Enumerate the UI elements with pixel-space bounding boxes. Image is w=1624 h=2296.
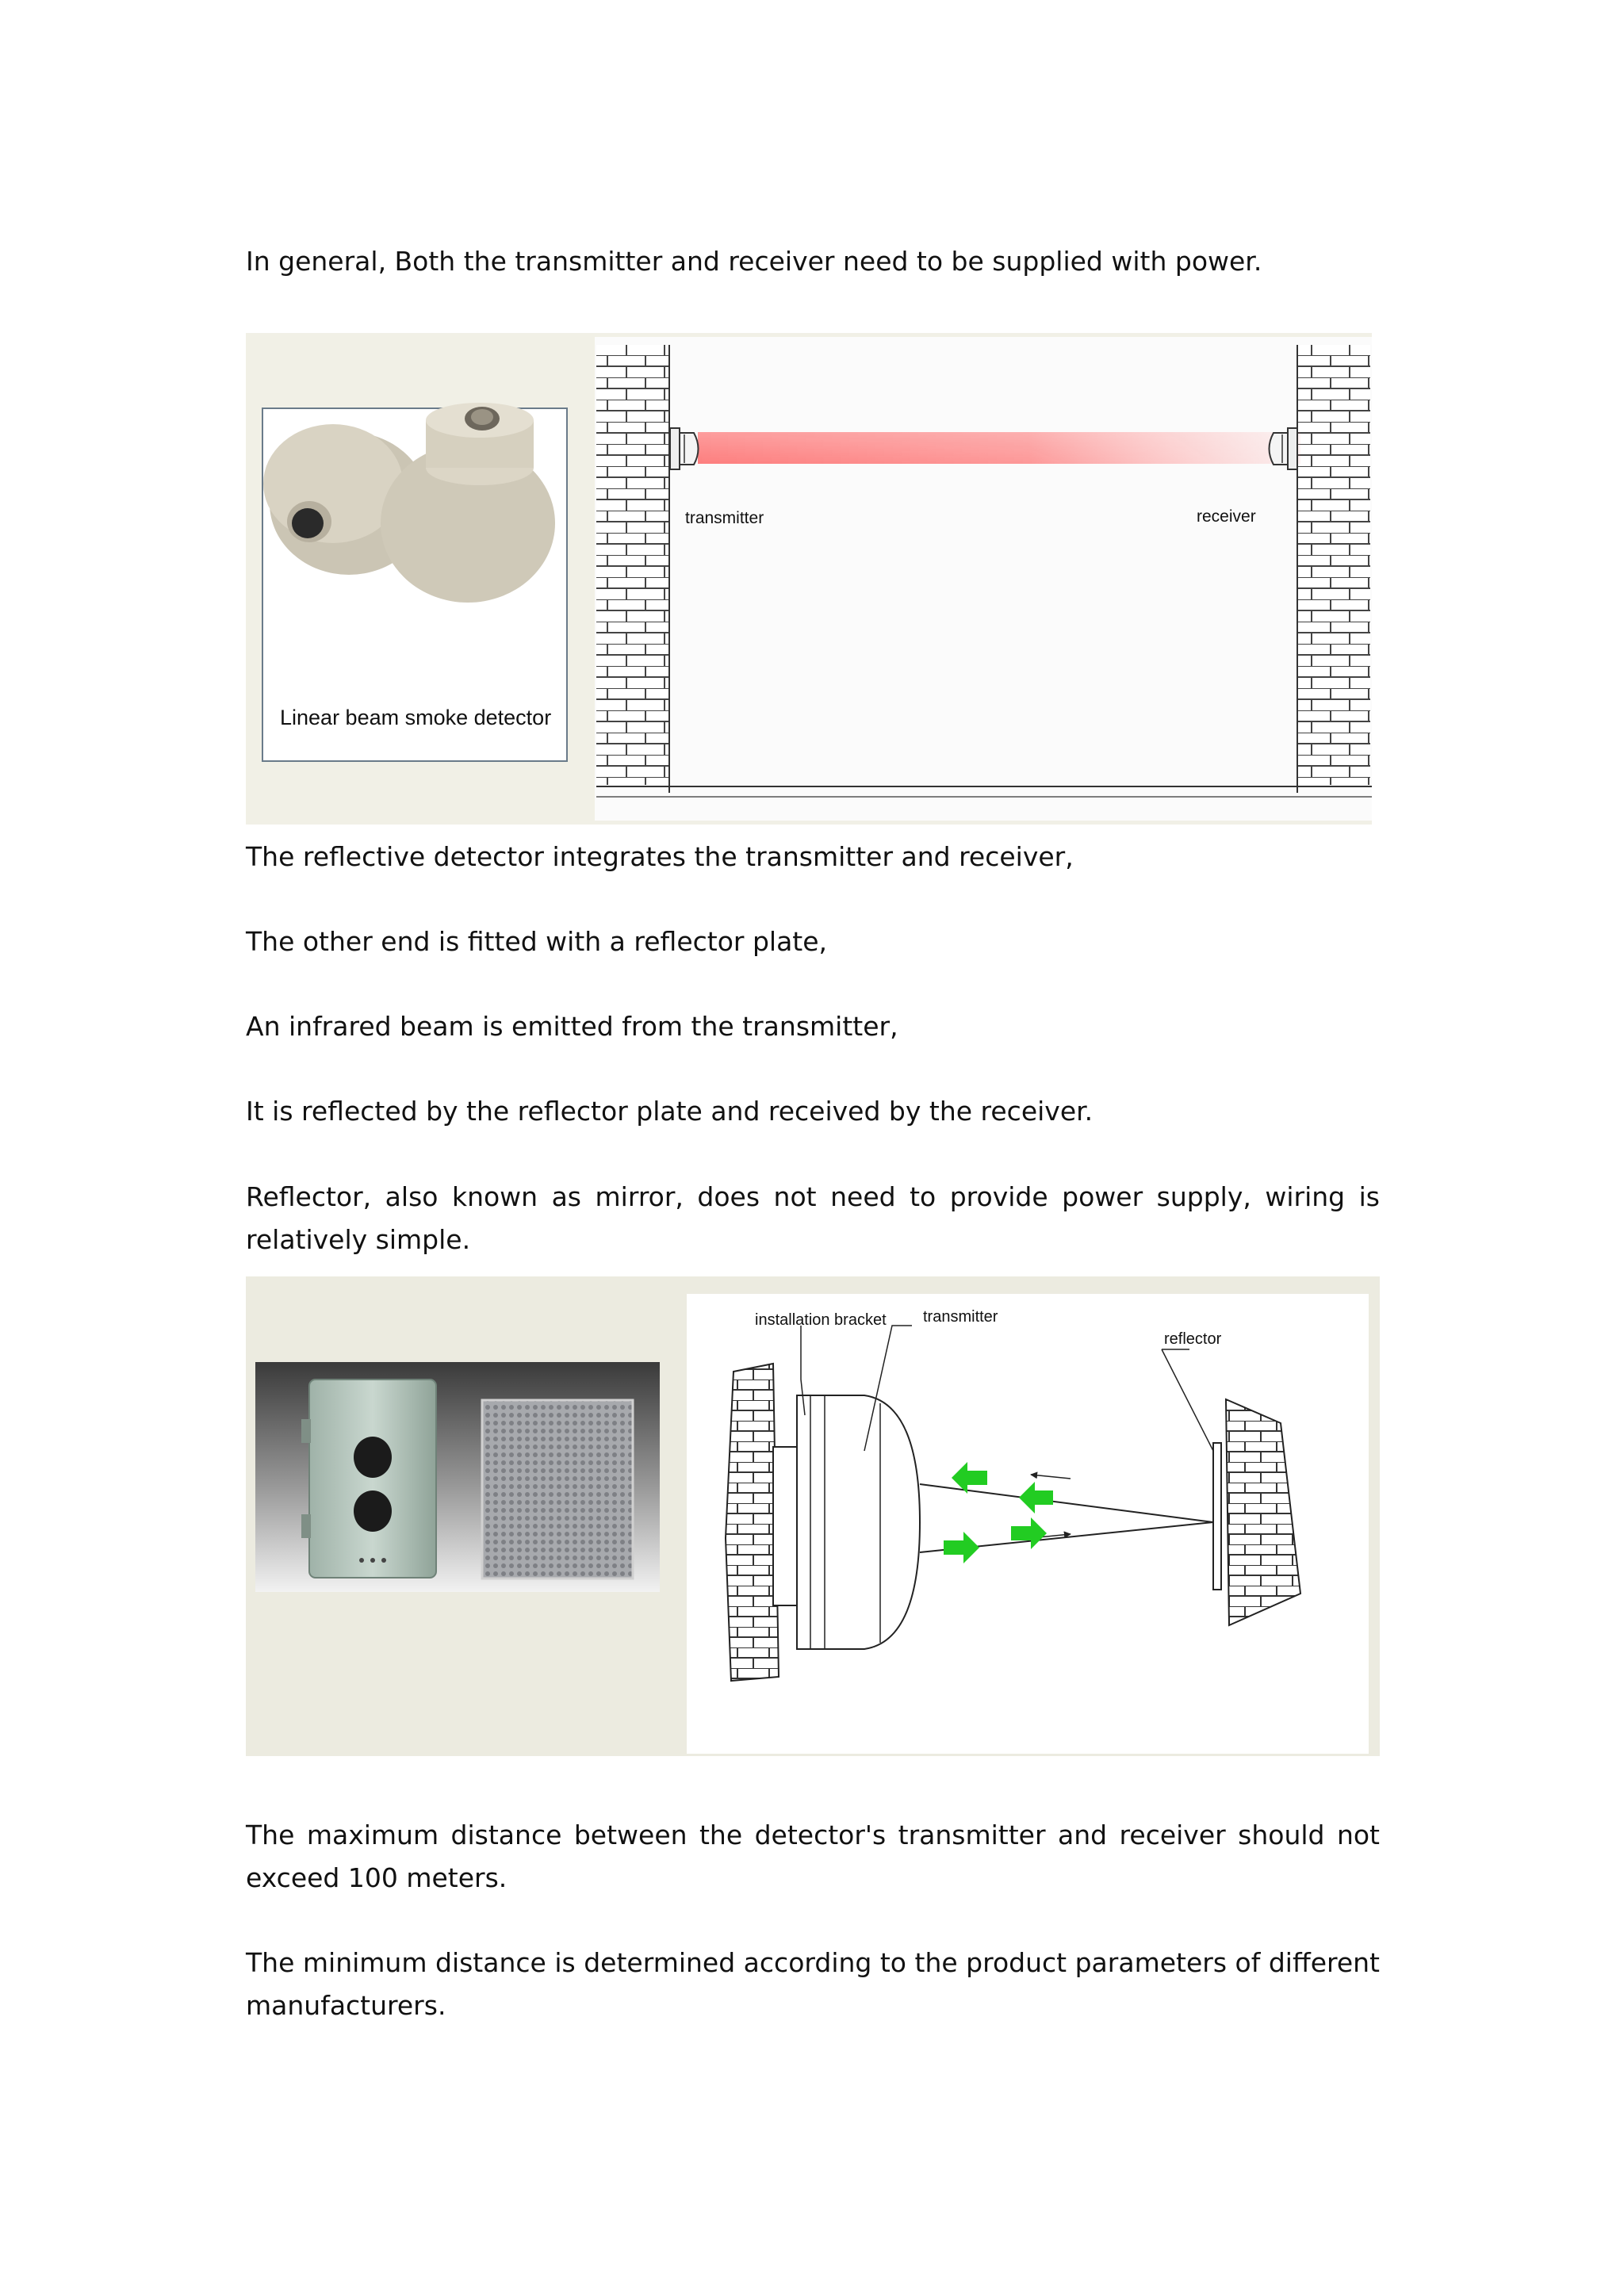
beam-detector-illustration [246,333,1372,825]
paragraph-infrared-beam: An infrared beam is emitted from the transmitter, [246,1011,898,1042]
receiver-device [1270,428,1298,469]
paragraph-reflective-detector: The reflective detector integrates the transmitter and receiver, [246,841,1074,872]
transmitter-label-2: transmitter [923,1308,998,1326]
beam-detector-figure [246,333,1372,825]
reflector-label: reflector [1164,1330,1222,1348]
paragraph-minimum-distance: The minimum distance is determined according to the product parameters of different manufacturers. [246,1947,1380,2021]
reflective-detector-figure [246,1276,1380,1756]
reflective-detector-photo [255,1362,660,1592]
bracket-label: installation bracket [755,1311,887,1329]
paragraph-maximum-distance: The maximum distance between the detector's transmitter and receiver should not exceed 100 meters. [246,1820,1380,1893]
paragraph-reflector-plate: The other end is fitted with a reflector plate, [246,926,828,957]
paragraph-reflector-mirror: Reflector, also known as mirror, does not need to provide power supply, wiring is relatively simple. [246,1181,1380,1255]
receiver-label: receiver [1197,507,1256,526]
paragraph-power-supply: In general, Both the transmitter and receiver need to be supplied with power. [246,246,1262,277]
photo-caption: Linear beam smoke detector [280,706,552,729]
transmitter-device [670,428,699,469]
reflective-diagram [687,1294,1369,1754]
transmitter-label: transmitter [685,509,764,527]
beam-diagram [595,337,1372,821]
paragraph-reflected-beam: It is reflected by the reflector plate and received by the receiver. [246,1096,1094,1127]
